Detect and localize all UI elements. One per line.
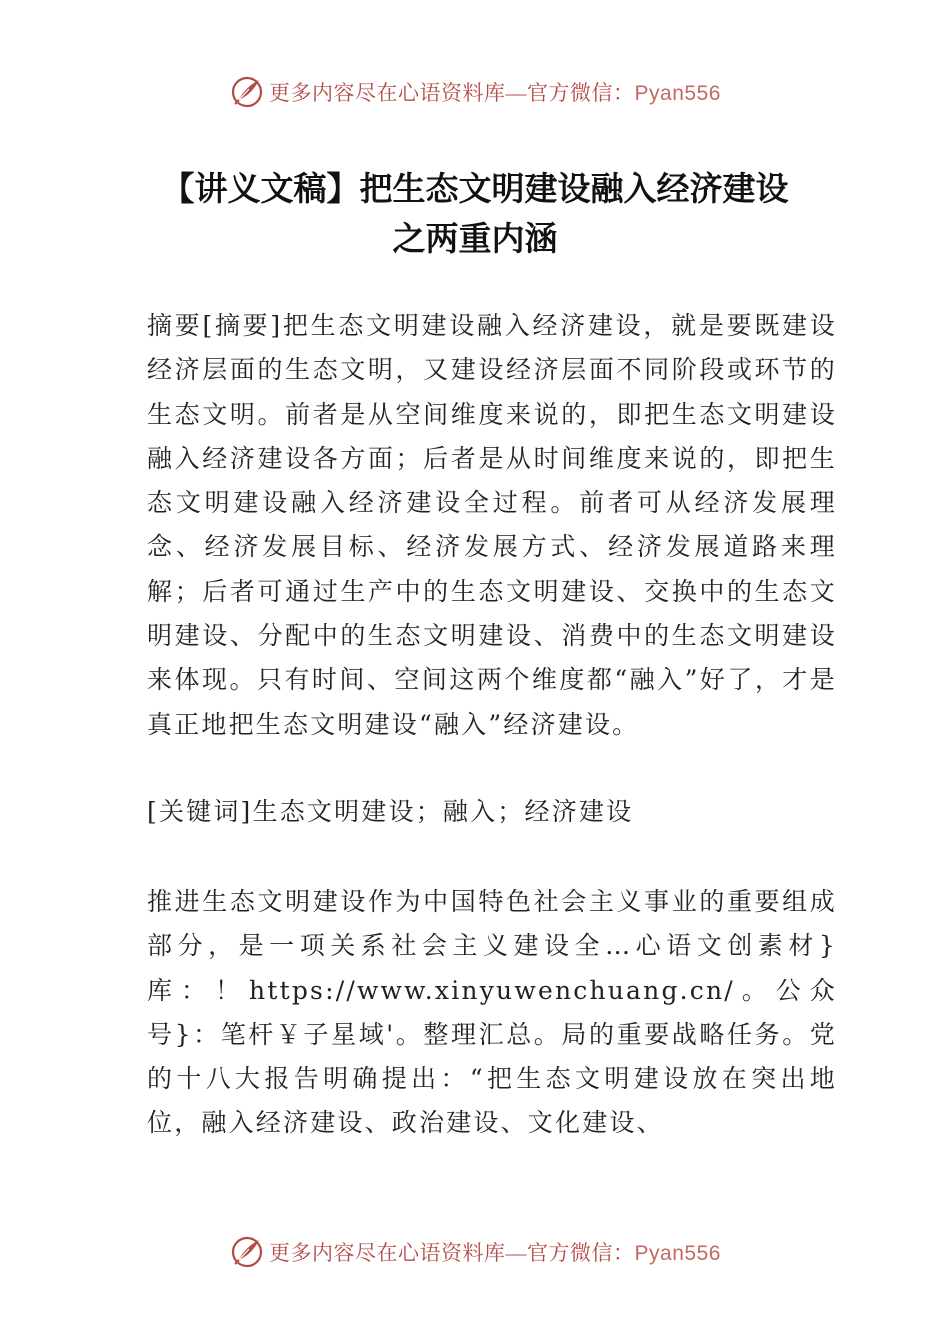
footer-banner — [0, 1232, 950, 1272]
banner-brand: 更多内容尽在心语资料库 — [269, 1241, 506, 1265]
feather-quill-logo-icon — [229, 74, 265, 110]
header-banner — [0, 72, 950, 112]
banner-wechat-label: 官方微信： — [527, 81, 635, 105]
title-line-2: 之两重内涵 — [392, 219, 558, 258]
header-banner-text — [269, 77, 721, 107]
feather-quill-logo-icon — [229, 1234, 265, 1270]
banner-wechat-id: Pyan556 — [634, 1242, 721, 1265]
footer-banner-text — [269, 1237, 721, 1267]
banner-wechat-id: Pyan556 — [634, 82, 721, 105]
title-line-1: 【讲义文稿】把生态文明建设融入经济建设 — [161, 169, 789, 208]
body-paragraph: 推进生态文明建设作为中国特色社会主义事业的重要组成部分，是一项关系社会主义建设全…心语文创素材}库：！https://www.xinyuwenchuang.cn/。公众号}：笔杆￥子星域'。整理汇总。局的重要战略任务。党的十八大报告明确提出：“把生态文明建设放在突出地位，融入经济建设、政治建设、文化建设、 — [147, 887, 837, 1138]
banner-separator: — — [505, 1241, 528, 1265]
banner-brand: 更多内容尽在心语资料库 — [269, 81, 506, 105]
document-title — [110, 164, 840, 264]
keywords-line: [关键词]生态文明建设；融入；经济建设 — [147, 797, 634, 826]
banner-wechat-label: 官方微信： — [527, 1241, 635, 1265]
banner-separator: — — [505, 81, 528, 105]
abstract-paragraph: 摘要[摘要]把生态文明建设融入经济建设，就是要既建设经济层面的生态文明，又建设经济层面不同阶段或环节的生态文明。前者是从空间维度来说的，即把生态文明建设融入经济建设各方面；后者是从时间维度来说的，即把生态文明建设融入经济建设全过程。前者可从经济发展理念、经济发展目标、经济发展方式、经济发展道路来理解；后者可通过生产中的生态文明建设、交换中的生态文明建设、分配中的生态文明建设、消费中的生态文明建设来体现。只有时间、空间这两个维度都“融入”好了，才是真正地把生态文明建设“融入”经济建设。 — [147, 311, 837, 739]
